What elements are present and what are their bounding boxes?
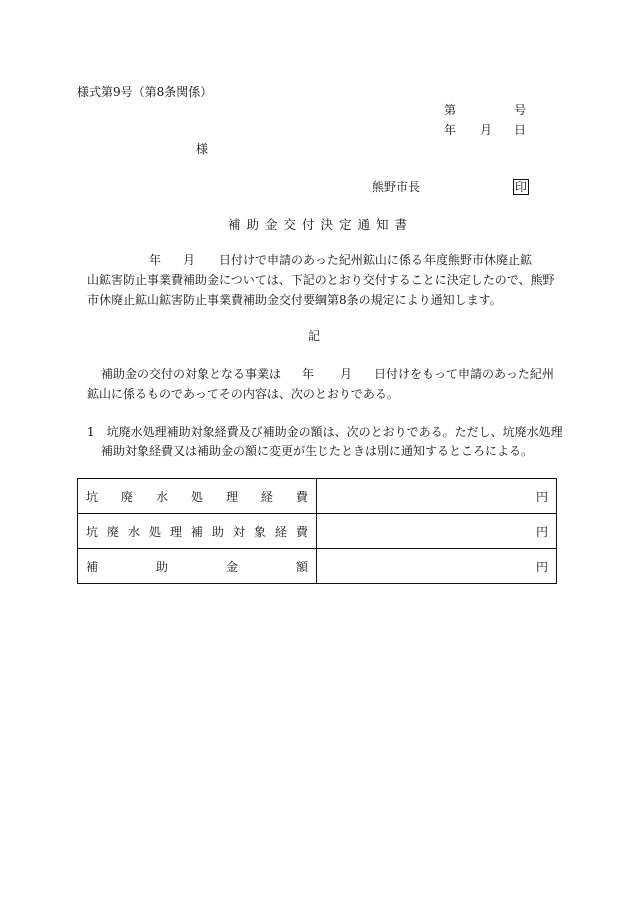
date-day: 日	[514, 123, 527, 137]
table-row	[78, 479, 557, 514]
intro-line1-fy: 年度熊野市休廃止鉱	[424, 253, 533, 267]
item1-line1: 1 坑廃水処理補助対象経費及び補助金の額は、次のとおりである。ただし、坑廃水処理	[87, 425, 563, 439]
doc-number-suffix: 号	[514, 103, 527, 117]
intro-line2: 山鉱害防止事業費補助金については、下記のとおり交付することに決定したので、熊野	[87, 273, 555, 287]
amounts-table	[77, 478, 557, 584]
table-row	[78, 514, 557, 549]
seal-mark: 印	[515, 180, 528, 194]
row-label-eligible-cost: 坑 廃 水 処 理 補 助 対 象 経 費	[78, 514, 317, 549]
intro-line3: 市休廃止鉱山鉱害防止事業費補助金交付要綱第8条の規定により通知します。	[87, 293, 502, 307]
project-month: 月	[340, 367, 353, 381]
project-year: 年	[302, 367, 315, 381]
intro-year: 年	[149, 253, 162, 267]
row-value-subsidy-amount	[317, 549, 557, 584]
date-month: 月	[480, 123, 493, 137]
row-value-wastewater-cost	[317, 479, 557, 514]
table-row	[78, 549, 557, 584]
project-line2: 鉱山に係るものであってその内容は、次のとおりである。	[87, 387, 399, 401]
project-line1-rest: 日付けをもって申請のあった紀州	[374, 367, 554, 381]
form-number: 様式第9号（第8条関係）	[77, 85, 213, 99]
yen-unit: 円	[535, 559, 548, 574]
yen-unit: 円	[535, 524, 548, 539]
document-title: 補助金交付決定通知書	[228, 217, 414, 232]
intro-month: 月	[183, 253, 196, 267]
addressee-suffix: 様	[196, 142, 209, 156]
yen-unit: 円	[535, 489, 548, 504]
date-year: 年	[444, 123, 457, 137]
item1-line2: 補助対象経費又は補助金の額に変更が生じたときは別に通知するところによる。	[101, 444, 534, 458]
row-label-subsidy-amount: 補 助 金 額	[78, 549, 317, 584]
row-label-wastewater-cost: 坑 廃 水 処 理 経 費	[78, 479, 317, 514]
ki-heading: 記	[308, 329, 321, 343]
row-value-eligible-cost	[317, 514, 557, 549]
doc-number-prefix: 第	[444, 103, 457, 117]
issuer-name: 熊野市長	[372, 180, 421, 194]
intro-line1-text: 日付けで申請のあった紀州鉱山に係る	[219, 253, 423, 267]
project-line1-lead: 補助金の交付の対象となる事業は	[101, 367, 282, 381]
